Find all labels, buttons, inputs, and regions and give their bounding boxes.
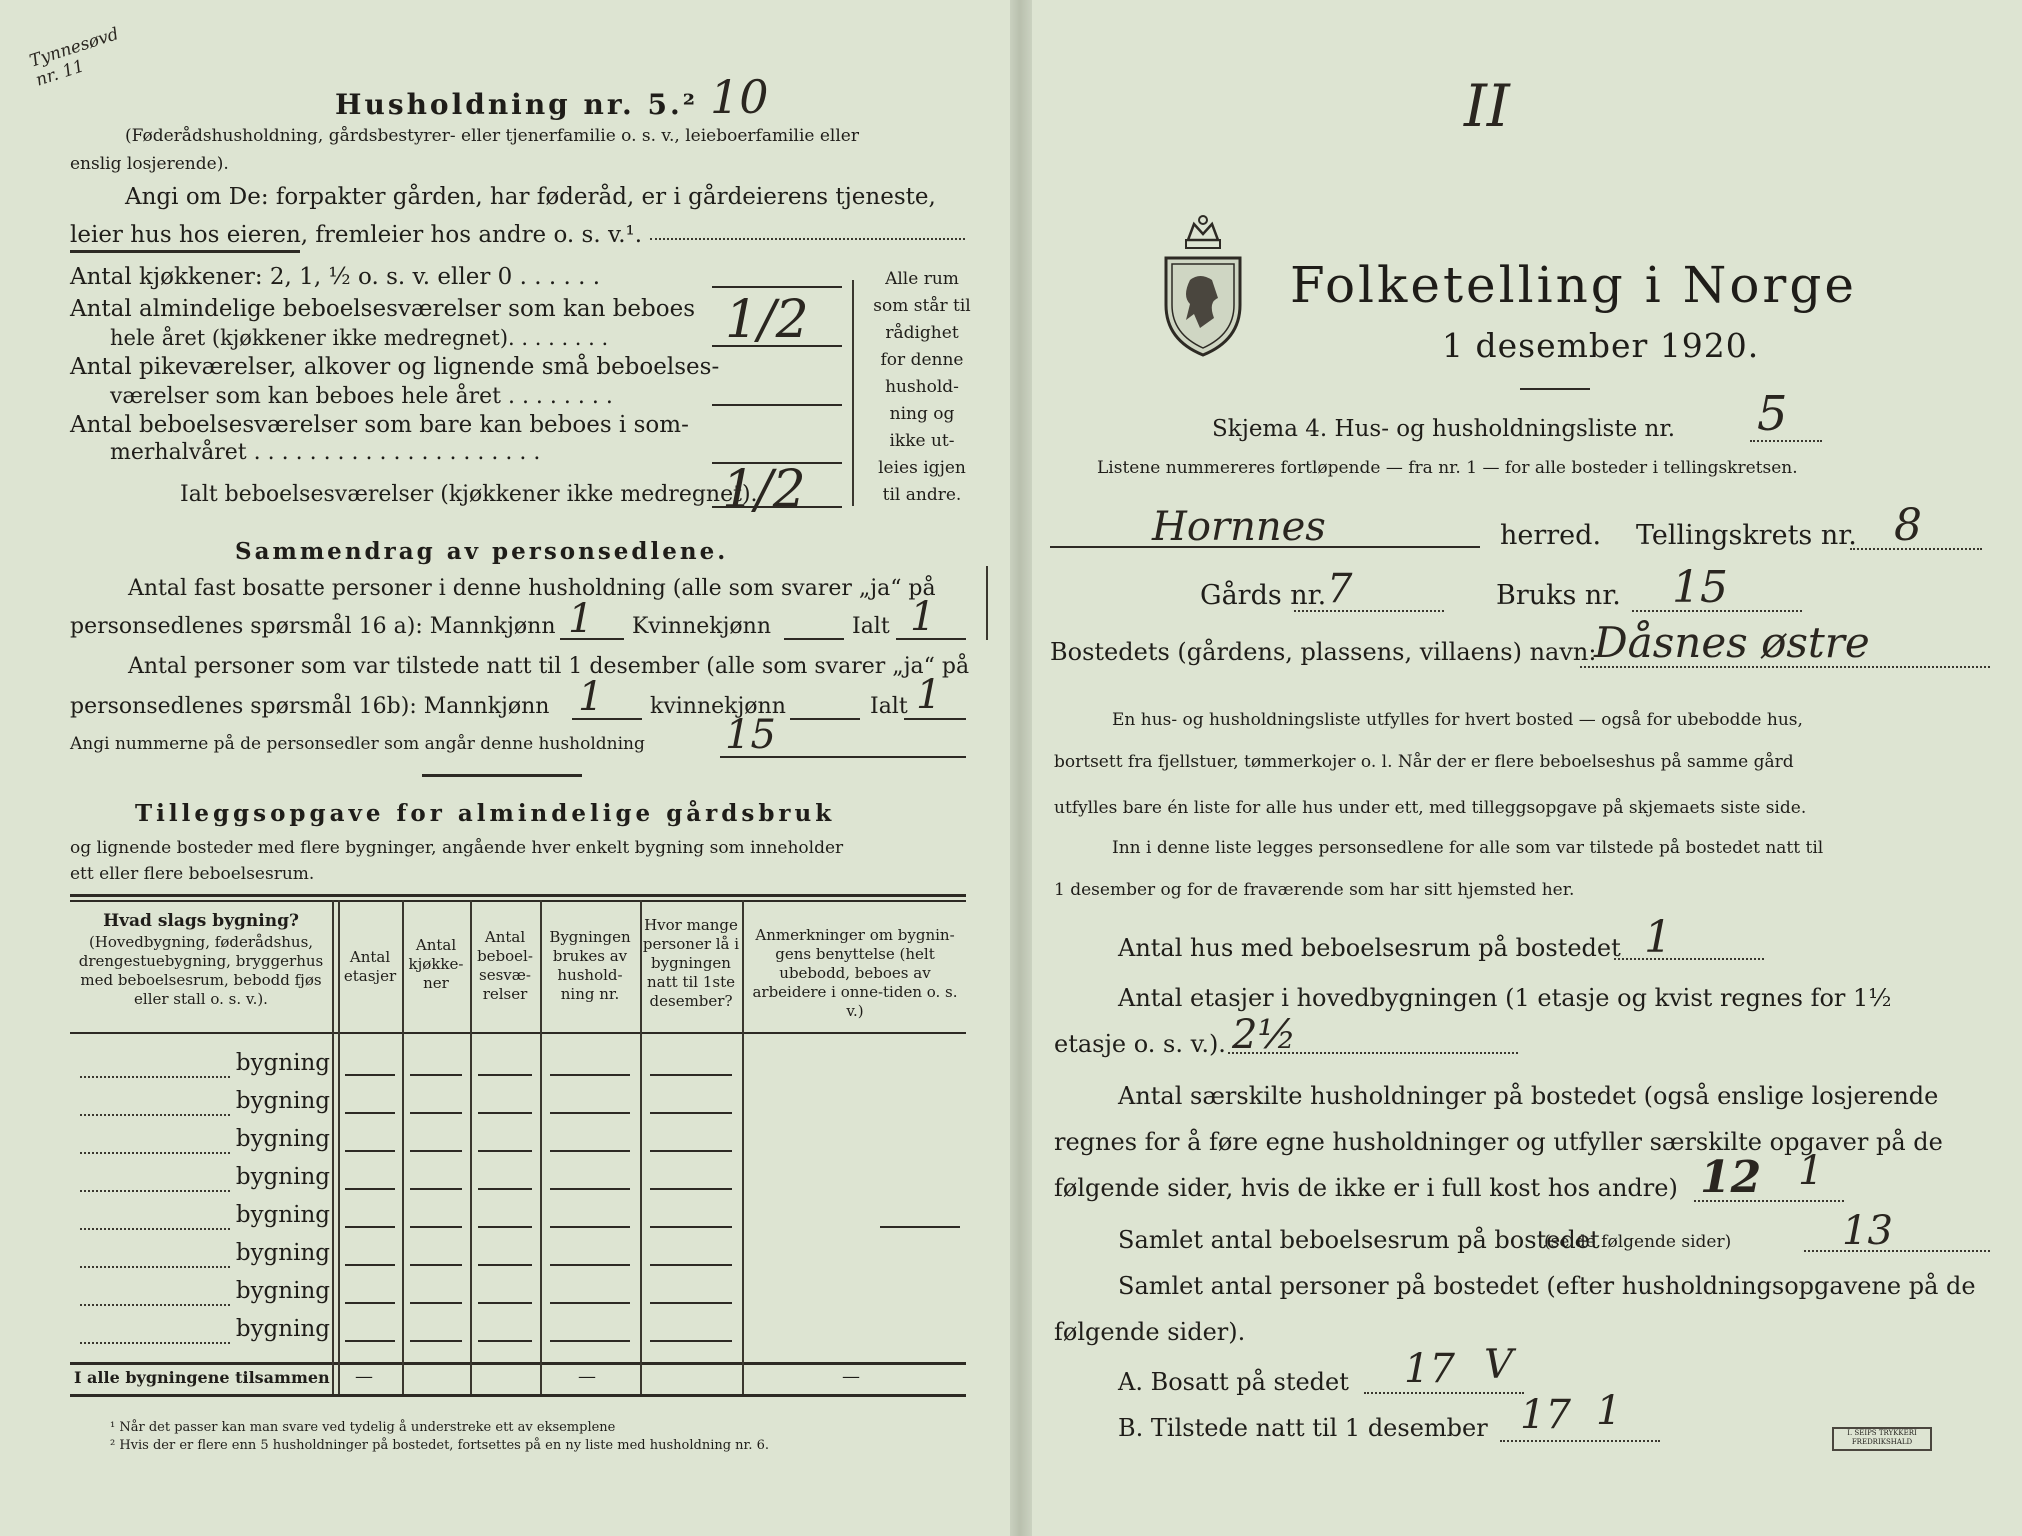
side-note-line: hushold- bbox=[885, 377, 959, 397]
info-line-5: 1 desember og for de fraværende som har sitt hjemsted her. bbox=[1054, 880, 1575, 900]
samlet-rum-note: (se de følgende sider) bbox=[1544, 1232, 1732, 1252]
rooms-kitchen-label: Antal kjøkkener: 2, 1, ½ o. s. v. eller 0 . . . . . . bbox=[70, 264, 601, 290]
header-husholdning: Bygningen brukes av hushold-ning nr. bbox=[549, 928, 631, 1003]
printer-stamp bbox=[1832, 1427, 1932, 1451]
line-55 bbox=[345, 1264, 395, 1266]
line-58 bbox=[550, 1264, 630, 1266]
total-dash: — bbox=[355, 1366, 373, 1387]
header-building-type-body: (Hovedbygning, føderådshus, drengestuebygning, bryggerhus med beboelsesrum, bebodd fjøs eller stall o. s. v.). bbox=[78, 933, 324, 1008]
rooms-summer-label-2: merhalvåret . . . . . . . . . . . . . . . . . . . . . bbox=[110, 440, 541, 465]
header-kjokkener: Antal kjøkke-ner bbox=[408, 936, 464, 992]
row-label: bygning bbox=[235, 1240, 330, 1266]
row-label: bygning bbox=[235, 1164, 330, 1190]
row-label: bygning bbox=[235, 1088, 330, 1114]
fast-kvinne-label: Kvinnekjønn bbox=[632, 614, 771, 639]
angi-answer-line bbox=[650, 238, 965, 240]
saerskilte-line-1: Antal særskilte husholdninger på bostedet (også enslige losjerende bbox=[1118, 1082, 1939, 1110]
header-personer: Hvor mange personer lå i bygningen natt til 1ste desember? bbox=[642, 916, 740, 1010]
line-64 bbox=[650, 1302, 732, 1304]
line-31 bbox=[478, 1074, 532, 1076]
fast-ialt-label: Ialt bbox=[852, 614, 890, 639]
table-row bbox=[80, 1316, 330, 1342]
ialt-label: Ialt beboelsesværelser (kjøkkener ikke medregnet). bbox=[180, 482, 758, 507]
fast-line-2: personsedlenes spørsmål 16 a): Mannkjønn bbox=[70, 614, 556, 639]
hus-value: 1 bbox=[1644, 912, 1672, 963]
table-row bbox=[80, 1164, 330, 1190]
line-13 bbox=[720, 756, 966, 758]
line-59 bbox=[650, 1264, 732, 1266]
table-row bbox=[80, 1088, 330, 1114]
line-42 bbox=[550, 1150, 630, 1152]
tellingskrets-value: 8 bbox=[1894, 500, 1922, 551]
line-20 bbox=[742, 900, 744, 1394]
line-52 bbox=[550, 1226, 630, 1228]
fast-line-1: Antal fast bosatte personer i denne husholdning (alle som svarer „ja“ på bbox=[128, 576, 936, 601]
roman-numeral: II bbox=[1464, 72, 1510, 140]
census-date: 1 desember 1920. bbox=[1442, 326, 1760, 365]
nummerne-label: Angi nummerne på de personsedler som angår denne husholdning bbox=[70, 734, 645, 754]
line-38 bbox=[650, 1112, 732, 1114]
tilstede-b-mark: 1 bbox=[1596, 1388, 1622, 1434]
line-33 bbox=[650, 1074, 732, 1076]
gards-value: 7 bbox=[1327, 566, 1353, 612]
row-label: bygning bbox=[235, 1050, 330, 1076]
page-fold bbox=[1010, 0, 1032, 1536]
bosatt-value: 17 bbox=[1404, 1346, 1455, 1392]
skjema-label: Skjema 4. Hus- og husholdningsliste nr. bbox=[1212, 416, 1676, 442]
line-27 bbox=[80, 1304, 230, 1306]
line-72 bbox=[1850, 548, 1982, 550]
table-row bbox=[80, 1126, 330, 1152]
line-30 bbox=[410, 1074, 462, 1076]
printer-stamp-text: I. SEIPS TRYKKERI FREDRIKSHALD bbox=[1847, 1429, 1917, 1446]
right-page bbox=[1032, 0, 2022, 1536]
header-anmerkninger: Anmerkninger om bygnin-gens benyttelse (helt ubebodd, beboes av arbeidere i onne-tiden o. s. v.) bbox=[752, 926, 958, 1020]
samlet-pers-line-1: Samlet antal personer på bostedet (efter husholdningsopgavene på de bbox=[1118, 1272, 1976, 1300]
fast-mann-value: 1 bbox=[568, 596, 594, 642]
rooms-small-label: Antal pikeværelser, alkover og lignende små beboelses- bbox=[70, 354, 720, 380]
side-note-line: leies igjen bbox=[878, 458, 966, 478]
line-9 bbox=[986, 566, 988, 640]
line-49 bbox=[345, 1226, 395, 1228]
line-7 bbox=[784, 638, 844, 640]
coat-of-arms-icon bbox=[1160, 210, 1246, 360]
tillegg-sub-2: ett eller flere beboelsesrum. bbox=[70, 864, 315, 884]
nummerne-value: 15 bbox=[725, 712, 776, 758]
line-45 bbox=[410, 1188, 462, 1190]
line-28 bbox=[80, 1342, 230, 1344]
gards-label: Gårds nr. bbox=[1200, 580, 1327, 611]
table-top-2 bbox=[70, 900, 966, 902]
household-title: Husholdning nr. 5.² bbox=[335, 88, 699, 121]
line-12 bbox=[904, 718, 966, 720]
total-dash: — bbox=[842, 1366, 860, 1387]
line-78 bbox=[1694, 1200, 1844, 1202]
line-73 bbox=[1294, 610, 1444, 612]
side-note-line: ikke ut- bbox=[889, 431, 955, 451]
table-top bbox=[70, 894, 966, 897]
line-67 bbox=[478, 1340, 532, 1342]
line-70 bbox=[1750, 440, 1822, 442]
tilstede-mann-value: 1 bbox=[578, 674, 604, 720]
line-1 bbox=[712, 286, 842, 288]
table-row bbox=[80, 1202, 330, 1228]
line-71 bbox=[1050, 546, 1480, 548]
row-label: bygning bbox=[235, 1316, 330, 1342]
etasjer-line-1: Antal etasjer i hovedbygningen (1 etasje og kvist regnes for 1½ bbox=[1118, 984, 1892, 1012]
samlet-rum-label: Samlet antal beboelsesrum på bostedet bbox=[1118, 1226, 1600, 1254]
side-note-line: til andre. bbox=[882, 485, 962, 505]
left-page bbox=[0, 0, 1010, 1536]
rooms-ordinary-label-2: hele året (kjøkkener ikke medregnet). . . . . . . . bbox=[110, 326, 609, 350]
total-label: I alle bygningene tilsammen bbox=[74, 1368, 330, 1387]
tilstede-b-value: 17 bbox=[1520, 1392, 1571, 1438]
row-label: bygning bbox=[235, 1278, 330, 1304]
line-40 bbox=[410, 1150, 462, 1152]
ialt-value: 1/2 bbox=[722, 460, 806, 520]
hus-label: Antal hus med beboelsesrum på bostedet bbox=[1118, 934, 1621, 962]
listene-note: Listene nummereres fortløpende — fra nr. 1 — for alle bosteder i tellingskretsen. bbox=[1097, 458, 1798, 478]
side-note-line: for denne bbox=[880, 350, 964, 370]
total-dash: — bbox=[578, 1366, 596, 1387]
saerskilte-line-3: følgende sider, hvis de ikke er i full kost hos andre) bbox=[1054, 1174, 1678, 1202]
line-74 bbox=[1632, 610, 1802, 612]
line-57 bbox=[478, 1264, 532, 1266]
line-46 bbox=[478, 1188, 532, 1190]
line-22 bbox=[80, 1114, 230, 1116]
saerskilte-line-2: regnes for å føre egne husholdninger og utfyller særskilte opgaver på de bbox=[1054, 1128, 1943, 1156]
line-62 bbox=[478, 1302, 532, 1304]
rooms-small-label-2: værelser som kan beboes hele året . . . . . . . . bbox=[110, 384, 613, 409]
bruks-value: 15 bbox=[1672, 562, 1728, 613]
rooms-ordinary-label: Antal almindelige beboelsesværelser som kan bebоes bbox=[70, 296, 696, 322]
tilstede-kvinne-label: kvinnekjønn bbox=[650, 694, 786, 719]
line-2 bbox=[712, 345, 842, 347]
row-label: bygning bbox=[235, 1202, 330, 1228]
line-11 bbox=[790, 718, 860, 720]
skjema-value: 5 bbox=[1757, 386, 1788, 442]
corner-note: Tynnesøvd nr. 11 bbox=[27, 24, 122, 91]
bracket bbox=[852, 280, 854, 506]
line-34 bbox=[345, 1112, 395, 1114]
line-5 bbox=[712, 506, 842, 508]
tilstede-line-1: Antal personer som var tilstede natt til 1 desember (alle som svarer „ja“ på bbox=[128, 654, 970, 679]
info-line-3: utfylles bare én liste for alle hus under ett, med tilleggsopgave på skjemaets siste side. bbox=[1054, 798, 1807, 818]
line-69 bbox=[650, 1340, 732, 1342]
side-note-line: Alle rum bbox=[885, 269, 959, 289]
footnote-1: ¹ Når det passer kan man svare ved tydelig å understreke ett av eksemplene bbox=[110, 1420, 616, 1435]
line-32 bbox=[550, 1074, 630, 1076]
samlet-pers-line-2: følgende sider). bbox=[1054, 1318, 1246, 1346]
side-note-line: rådighet bbox=[885, 323, 959, 343]
line-79 bbox=[1804, 1250, 1990, 1252]
rooms-summer-label: Antal beboelsesværelser som bare kan beboes i som- bbox=[70, 412, 689, 438]
subtitle-line-1: (Føderådshusholdning, gårdsbestyrer- eller tjenerfamilie o. s. v., leieboerfamilie eller bbox=[125, 126, 859, 146]
table-header-bottom bbox=[70, 1032, 966, 1034]
line-61 bbox=[410, 1302, 462, 1304]
household-number: 10 bbox=[710, 70, 769, 124]
line-47 bbox=[550, 1188, 630, 1190]
line-48 bbox=[650, 1188, 732, 1190]
line-65 bbox=[345, 1340, 395, 1342]
line-66 bbox=[410, 1340, 462, 1342]
line-3 bbox=[712, 404, 842, 406]
etasjer-line-2: etasje o. s. v.). bbox=[1054, 1030, 1226, 1058]
bruks-label: Bruks nr. bbox=[1496, 580, 1621, 611]
line-43 bbox=[650, 1150, 732, 1152]
line-53 bbox=[650, 1226, 732, 1228]
table-bottom bbox=[70, 1394, 966, 1397]
angi-line-1: Angi om De: forpakter gården, har føderåd, er i gårdeierens tjeneste, bbox=[125, 184, 936, 210]
line-81 bbox=[1500, 1440, 1660, 1442]
tilstede-line-2: personsedlenes spørsmål 16b): Mannkjønn bbox=[70, 694, 550, 719]
separator bbox=[422, 774, 582, 777]
line-35 bbox=[410, 1112, 462, 1114]
subtitle-line-2: enslig losjerende). bbox=[70, 154, 229, 174]
saerskilte-value: 12 bbox=[1700, 1152, 1762, 1203]
tilstede-ialt-value: 1 bbox=[916, 672, 942, 718]
underline-leier bbox=[70, 250, 300, 253]
header-building-type-title: Hvad slags bygning? bbox=[103, 911, 299, 931]
sammendrag-title: Sammendrag av personsedlene. bbox=[235, 538, 729, 565]
side-note-line: ning og bbox=[889, 404, 955, 424]
line-63 bbox=[550, 1302, 630, 1304]
line-39 bbox=[345, 1150, 395, 1152]
angi-line-2: leier hus hos eieren, fremleier hos andre o. s. v.¹. bbox=[70, 222, 643, 248]
line-25 bbox=[80, 1228, 230, 1230]
row-label: bygning bbox=[235, 1126, 330, 1152]
line-26 bbox=[80, 1266, 230, 1268]
line-21 bbox=[80, 1076, 230, 1078]
line-14 bbox=[332, 900, 334, 1394]
line-44 bbox=[345, 1188, 395, 1190]
line-10 bbox=[572, 718, 642, 720]
line-75 bbox=[1580, 666, 1990, 668]
bosted-value: Dåsnes østre bbox=[1594, 618, 1870, 667]
line-68 bbox=[550, 1340, 630, 1342]
tellingskrets-label: Tellingskrets nr. bbox=[1636, 520, 1857, 551]
herred-value: Hornnes bbox=[1152, 504, 1326, 550]
table-row bbox=[80, 1240, 330, 1266]
line-56 bbox=[410, 1264, 462, 1266]
fast-ialt-value: 1 bbox=[910, 594, 936, 640]
table-row bbox=[80, 1050, 330, 1076]
line-29 bbox=[345, 1074, 395, 1076]
line-80 bbox=[1364, 1392, 1524, 1394]
footnote-2: ² Hvis der er flere enn 5 husholdninger på bostedet, fortsettes på en ny liste med husholdning nr. 6. bbox=[110, 1438, 770, 1453]
header-etasjer: Antal etasjer bbox=[343, 948, 397, 985]
line-77 bbox=[1228, 1052, 1518, 1054]
line-37 bbox=[550, 1112, 630, 1114]
tillegg-title: Tilleggsopgave for almindelige gårdsbruk bbox=[135, 800, 836, 827]
herred-label: herred. bbox=[1500, 520, 1602, 551]
rooms-ordinary-value: 1/2 bbox=[725, 290, 809, 350]
side-note-line: som står til bbox=[873, 296, 971, 316]
line-24 bbox=[80, 1190, 230, 1192]
line-51 bbox=[478, 1226, 532, 1228]
line-76 bbox=[1614, 958, 1764, 960]
bosatt-label: A. Bosatt på stedet bbox=[1118, 1368, 1349, 1396]
line-36 bbox=[478, 1112, 532, 1114]
title-divider bbox=[1520, 388, 1590, 390]
line-60 bbox=[345, 1302, 395, 1304]
line-50 bbox=[410, 1226, 462, 1228]
samlet-rum-value: 13 bbox=[1842, 1208, 1893, 1254]
tillegg-sub-1: og lignende bosteder med flere bygninger, angående hver enkelt bygning som inneholder bbox=[70, 838, 844, 858]
header-beboelsesvaerelser: Antal beboel-sesvæ-relser bbox=[477, 928, 533, 1003]
etasjer-value: 2½ bbox=[1232, 1012, 1297, 1058]
bosatt-mark: V bbox=[1484, 1342, 1513, 1388]
line-6 bbox=[560, 638, 624, 640]
line-8 bbox=[896, 638, 966, 640]
line-54 bbox=[880, 1226, 960, 1228]
tilstede-b-label: B. Tilstede natt til 1 desember bbox=[1118, 1414, 1488, 1442]
table-total-top bbox=[70, 1362, 966, 1365]
info-line-2: bortsett fra fjellstuer, tømmerkojer o. l. Når der er flere beboelseshus på samme gård bbox=[1054, 752, 1794, 772]
line-41 bbox=[478, 1150, 532, 1152]
header-building-type bbox=[74, 912, 328, 1009]
table-row bbox=[80, 1278, 330, 1304]
saerskilte-mark: 1 bbox=[1798, 1148, 1824, 1194]
info-line-1: En hus- og husholdningsliste utfylles for hvert bosted — også for ubebodde hus, bbox=[1112, 710, 1803, 730]
bosted-label: Bostedets (gårdens, plassens, villaens) navn: bbox=[1050, 638, 1597, 666]
side-note bbox=[866, 266, 978, 509]
main-title: Folketelling i Norge bbox=[1290, 256, 1857, 314]
tilstede-ialt-label: Ialt bbox=[870, 694, 908, 719]
info-line-4: Inn i denne liste legges personsedlene for alle som var tilstede på bostedet natt til bbox=[1112, 838, 1824, 858]
line-23 bbox=[80, 1152, 230, 1154]
